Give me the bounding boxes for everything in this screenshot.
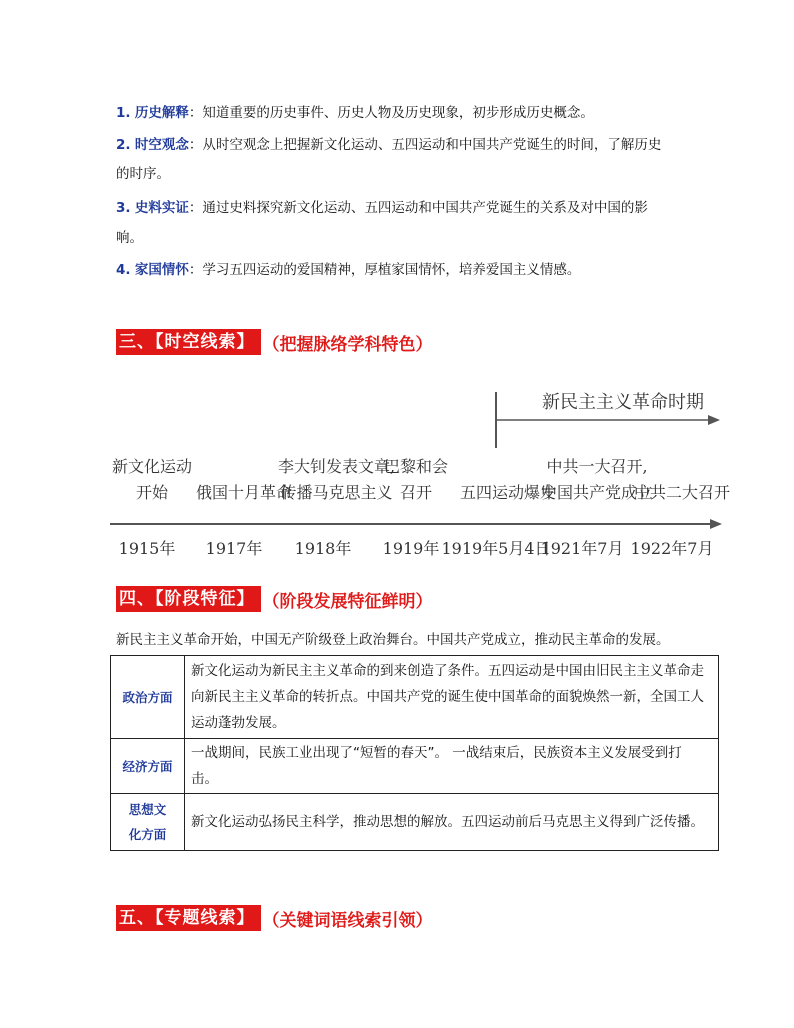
table-row [111, 739, 719, 794]
row-value-cell [185, 739, 719, 794]
section-label: 五、【专题线索】 [116, 905, 261, 931]
literacy-num: 3. [116, 200, 131, 216]
event-line2: 开始 [136, 483, 169, 502]
section-subtitle: （把握脉络学科特色） [262, 334, 433, 355]
timeline-year: 1915年 [118, 539, 176, 558]
row-line: 运动蓬勃发展。 [191, 715, 286, 731]
row-key-cell [111, 656, 185, 739]
timeline-year: 1917年 [205, 539, 263, 558]
event-line2: 中国共产党成立 [541, 483, 654, 502]
row-value-cell [185, 794, 719, 851]
event-line2: 中共二大召开 [634, 483, 731, 502]
event-line1: 中共一大召开, [546, 457, 648, 476]
literacy-key: 时空观念 [134, 137, 189, 153]
row-line: 一战期间，民族工业出现了“短暂的春天”。 一战结束后，民族资本主义发展受到打 [191, 745, 682, 761]
literacy-item-3: 3. 史料实证：通过史料探究新文化运动、五四运动和中国共产党诞生的关系及对中国的影 [116, 200, 648, 216]
event-line1: 李大钊发表文章, [278, 457, 396, 476]
section-subtitle: （关键词语线索引领） [262, 910, 433, 931]
event-line1: 巴黎和会 [384, 457, 449, 476]
literacy-text: 学习五四运动的爱国精神，厚植家国情怀，培养爱国主义情感。 [202, 262, 581, 278]
section-heading-timeline [116, 328, 433, 356]
event-line2: 俄国十月革命 [196, 483, 293, 502]
period-arrow-head [708, 415, 720, 425]
literacy-item-4: 4. 家国情怀：学习五四运动的爱国精神，厚植家国情怀，培养爱国主义情感。 [116, 262, 581, 278]
section-heading-features [116, 585, 433, 613]
row-key: 政治方面 [122, 689, 173, 705]
timeline-year: 1918年 [294, 539, 352, 558]
literacy-item-1: 1. 历史解释：知道重要的历史事件、历史人物及历史现象，初步形成历史概念。 [116, 105, 594, 121]
literacy-item-3-cont: 响。 [116, 230, 143, 246]
event-line2: 召开 [400, 483, 433, 502]
section-heading-topics [116, 904, 433, 932]
section-label: 三、【时空线索】 [116, 329, 261, 355]
table-row [111, 794, 719, 851]
row-value-cell [185, 656, 719, 739]
row-key-cell [111, 794, 185, 851]
section-subtitle: （阶段发展特征鲜明） [262, 591, 433, 612]
timeline-year: 1919年5月4日 [441, 539, 551, 558]
row-key: 经济方面 [122, 758, 173, 774]
literacy-key: 史料实证 [134, 200, 189, 216]
row-line: 新文化运动为新民主主义革命的到来创造了条件。五四运动是中国由旧民主主义革命走 [191, 663, 704, 679]
literacy-text: 从时空观念上把握新文化运动、五四运动和中国共产党诞生的时间，了解历史 [202, 137, 662, 153]
event-line1: 新文化运动 [112, 457, 193, 476]
timeline-year: 1922年7月 [630, 539, 714, 558]
literacy-text: 知道重要的历史事件、历史人物及历史现象，初步形成历史概念。 [202, 105, 594, 121]
literacy-item-2: 2. 时空观念：从时空观念上把握新文化运动、五四运动和中国共产党诞生的时间，了解历史 [116, 137, 662, 153]
literacy-num: 4. [116, 262, 131, 278]
period-label: 新民主主义革命时期 [542, 392, 704, 413]
table-row [111, 656, 719, 739]
timeline-event-1922 [634, 480, 730, 506]
event-line2: 传播马克思主义 [280, 483, 393, 502]
row-line: 击。 [191, 771, 218, 787]
timeline-year: 1921年7月 [540, 539, 624, 558]
literacy-key: 家国情怀 [134, 262, 189, 278]
literacy-key: 历史解释 [134, 105, 189, 121]
literacy-num: 1. [116, 105, 131, 121]
timeline [0, 370, 794, 570]
section-label: 四、【阶段特征】 [116, 586, 261, 612]
section-intro: 新民主主义革命开始，中国无产阶级登上政治舞台。中国共产党成立，推动民主革命的发展。 [116, 632, 670, 648]
literacy-text: 通过史料探究新文化运动、五四运动和中国共产党诞生的关系及对中国的影 [202, 200, 648, 216]
row-line: 向新民主主义革命的转折点。中国共产党的诞生使中国革命的面貌焕然一新，全国工人 [191, 689, 704, 705]
event-line2: 五四运动爆发 [460, 483, 557, 502]
row-key: 化方面 [128, 827, 167, 842]
row-line: 新文化运动弘扬民主科学，推动思想的解放。五四运动前后马克思主义得到广泛传播。 [191, 814, 704, 830]
timeline-event-1919 [384, 454, 448, 506]
timeline-event-1918 [278, 454, 395, 506]
literacy-num: 2. [116, 137, 131, 153]
features-table [110, 655, 719, 851]
row-key: 思想文 [128, 802, 167, 817]
timeline-year: 1919年 [382, 539, 440, 558]
literacy-item-2-cont: 的时序。 [116, 166, 170, 182]
timeline-event-1915 [112, 454, 192, 506]
row-key-cell [111, 739, 185, 794]
timeline-axis-arrow [710, 519, 722, 529]
